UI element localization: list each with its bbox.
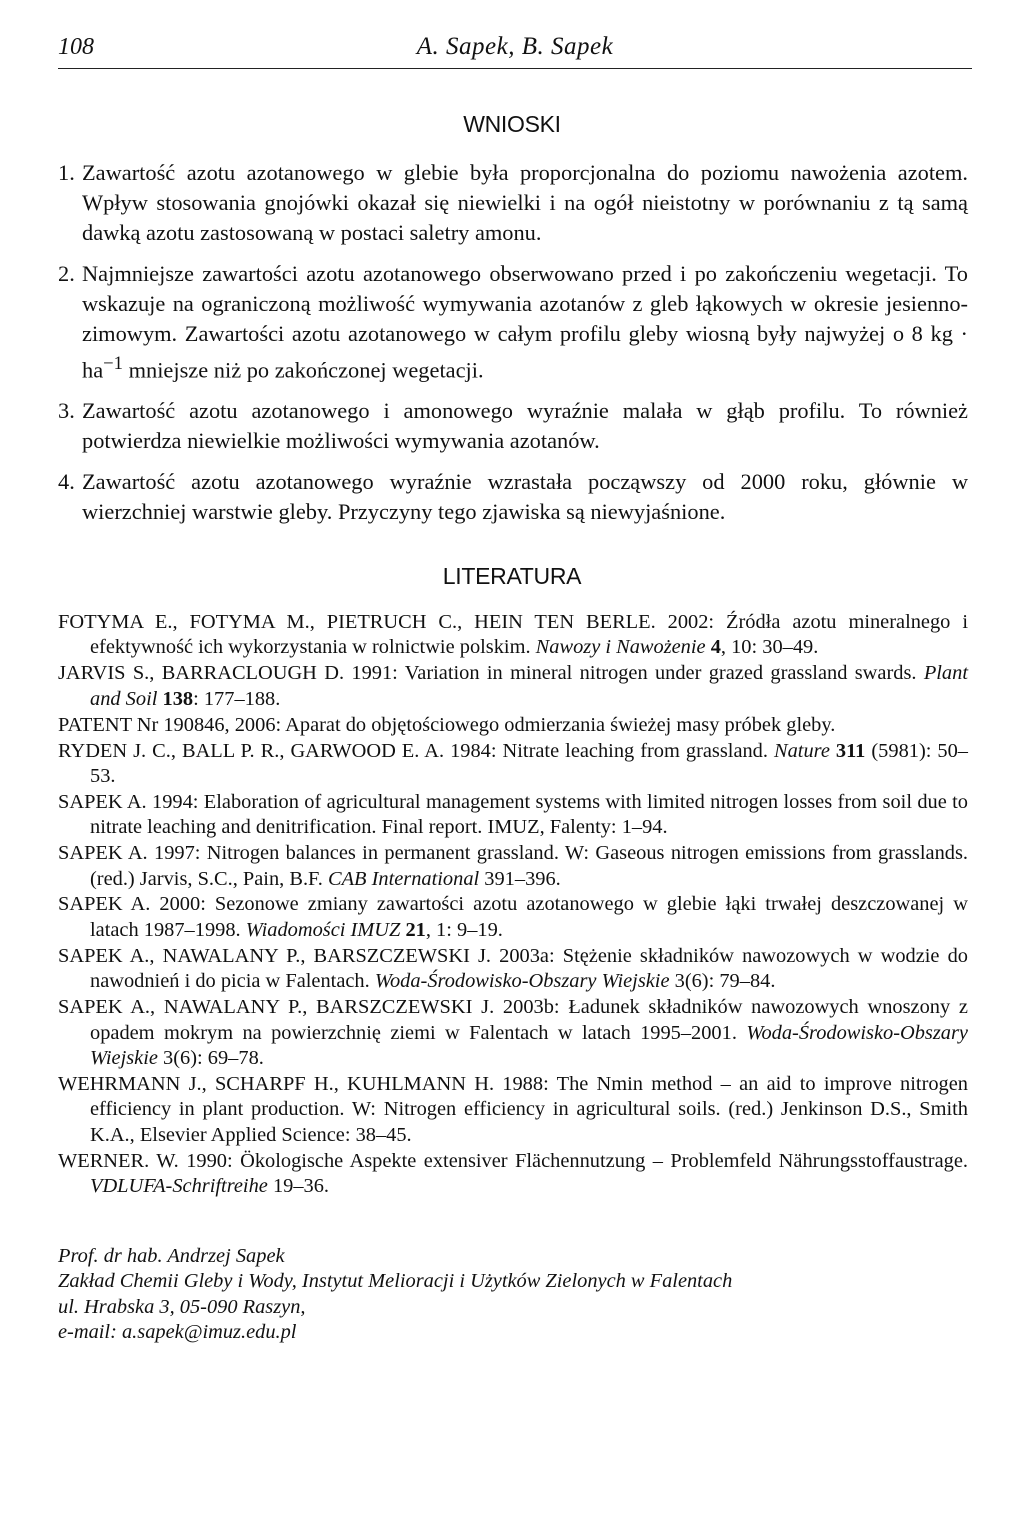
conclusion-text: Zawartość azotu azotanowego wyraźnie wzrastała począwszy od 2000 roku, głównie w wierzchniej warstwie gleby. Przyczyny tego zjawiska są niewyjaśnione. bbox=[82, 469, 968, 525]
reference-entry: SAPEK A., NAWALANY P., BARSZCZEWSKI J. 2003a: Stężenie składników nawozowych w wodzie do nawodnień i do picia w Falentach. Woda-Środowisko-Obszary Wiejskie 3(6): 79–84. bbox=[58, 944, 968, 993]
volume-number: 4 bbox=[705, 636, 721, 659]
journal-title: Nature bbox=[774, 739, 830, 762]
reference-entry: RYDEN J. C., BALL P. R., GARWOOD E. A. 1984: Nitrate leaching from grassland. Nature 311 (5981): 50–53. bbox=[58, 739, 969, 787]
conclusion-number: 3. bbox=[58, 398, 75, 424]
page-number: 108 bbox=[58, 34, 94, 60]
journal-title: Woda-Środowisko-Obszary Wiejskie bbox=[374, 970, 670, 993]
reference-entry: WEHRMANN J., SCHARPF H., KUHLMANN H. 1988: The Nmin method – an aid to improve nitrogen efficiency in plant production. W: Nitrogen efficiency in agricultural soils. (red.) Jenkinson D.S., Smith K.A., Elsevier Applied Science: 38–45. bbox=[58, 1072, 968, 1146]
volume-number: 138 bbox=[157, 687, 194, 710]
conclusion-item bbox=[58, 396, 968, 456]
conclusion-text-continued: mniejsze niż po zakończonej wegetacji. bbox=[123, 357, 484, 383]
conclusion-number: 2. bbox=[58, 261, 75, 286]
reference-entry: SAPEK A., NAWALANY P., BARSZCZEWSKI J. 2003b: Ładunek składników nawozowych wnoszony z opadem mokrym na powierzchnię ziemi w Falentach w latach 1995–2001. Woda-Środowisko-Obszary Wiejskie 3(6): 69–78. bbox=[58, 996, 968, 1069]
running-title: A. Sapek, B. Sapek bbox=[416, 33, 614, 60]
author-name: Prof. dr hab. Andrzej Sapek bbox=[58, 1245, 285, 1267]
reference-list bbox=[58, 610, 968, 1200]
reference-entry: SAPEK A. 1997: Nitrogen balances in permanent grassland. W: Gaseous nitrogen emissions from grasslands. (red.) Jarvis, S.C., Pain, B.F. CAB International 391–396. bbox=[58, 842, 968, 890]
conclusion-number: 1. bbox=[58, 160, 75, 185]
unit-superscript: −1 bbox=[103, 353, 123, 374]
conclusions-list bbox=[58, 158, 968, 538]
references-heading: LITERATURA bbox=[442, 563, 582, 589]
header-rule bbox=[58, 68, 972, 69]
reference-entry: FOTYMA E., FOTYMA M., PIETRUCH C., HEIN TEN BERLE. 2002: Źródła azotu mineralnego i efektywność ich wykorzystania w rolnictwie polskim. Nawozy i Nawożenie 4, 10: 30–49. bbox=[58, 611, 968, 659]
conclusion-item bbox=[58, 467, 968, 527]
conclusion-text: Zawartość azotu azotanowego w glebie była proporcjonalna do poziomu nawożenia azotem. Wpływ stosowania gnojówki okazał się niewielki i na ogół nieistotny w porównaniu z tą samą dawką azotu zastosowaną w postaci saletry amonu. bbox=[82, 160, 968, 245]
reference-entry: WERNER. W. 1990: Ökologische Aspekte extensiver Flächennutzung – Problemfeld Nährungsstoffaustrage. VDLUFA-Schriftreihe 19–36. bbox=[58, 1149, 968, 1197]
conclusion-text: Najmniejsze zawartości azotu azotanowego obserwowano przed i po zakończeniu wegetacji. To wskazuje na ograniczoną możliwość wymywania azotanów z gleb łąkowych w okresie jesienno-zimowym. Zawartości azotu azotanowego w całym profilu gleby wiosną były najwyżej o 8 kg · ha bbox=[82, 261, 968, 383]
reference-entry: JARVIS S., BARRACLOUGH D. 1991: Variation in mineral nitrogen under grazed grassland swards. Plant and Soil 138: 177–188. bbox=[58, 662, 968, 710]
journal-title: Wiadomości IMUZ bbox=[245, 918, 401, 941]
author-email: e-mail: a.sapek@imuz.edu.pl bbox=[58, 1321, 297, 1344]
journal-title: Nawozy i Nawożenie bbox=[535, 636, 706, 659]
reference-entry: SAPEK A. 2000: Sezonowe zmiany zawartości azotu azotanowego w glebie łąki trwałej deszczowanej w latach 1987–1998. Wiadomości IMUZ 21, 1: 9–19. bbox=[58, 893, 968, 941]
journal-title: VDLUFA-Schriftreihe bbox=[90, 1174, 268, 1197]
journal-title: Woda-Środowisko-Obszary Wiejskie bbox=[90, 1021, 968, 1069]
conclusion-text: Zawartość azotu azotanowego i amonowego wyraźnie malała w głąb profilu. To również potwierdza niewielkie możliwości wymywania azotanów. bbox=[82, 398, 968, 454]
reference-entry: SAPEK A. 1994: Elaboration of agricultural management systems with limited nitrogen losses from soil due to nitrate leaching and denitrification. Final report. IMUZ, Falenty: 1–94. bbox=[58, 790, 968, 839]
conclusion-item bbox=[58, 158, 968, 248]
volume-number: 21 bbox=[400, 918, 426, 941]
author-affiliation bbox=[58, 1244, 968, 1346]
conclusion-number: 4. bbox=[58, 469, 75, 495]
conclusions-heading: WNIOSKI bbox=[463, 111, 561, 137]
volume-number: 311 bbox=[829, 739, 866, 762]
journal-title: CAB International bbox=[327, 867, 480, 890]
reference-entry: PATENT Nr 190846, 2006: Aparat do objętościowego odmierzania świeżej masy próbek gleby. bbox=[58, 713, 836, 736]
author-address: ul. Hrabska 3, 05-090 Raszyn, bbox=[58, 1295, 306, 1318]
page-header bbox=[58, 32, 972, 70]
author-institution: Zakład Chemii Gleby i Wody, Instytut Melioracji i Użytków Zielonych w Falentach bbox=[58, 1270, 733, 1293]
conclusion-item bbox=[58, 259, 968, 385]
journal-title: Plant and Soil bbox=[90, 662, 968, 710]
